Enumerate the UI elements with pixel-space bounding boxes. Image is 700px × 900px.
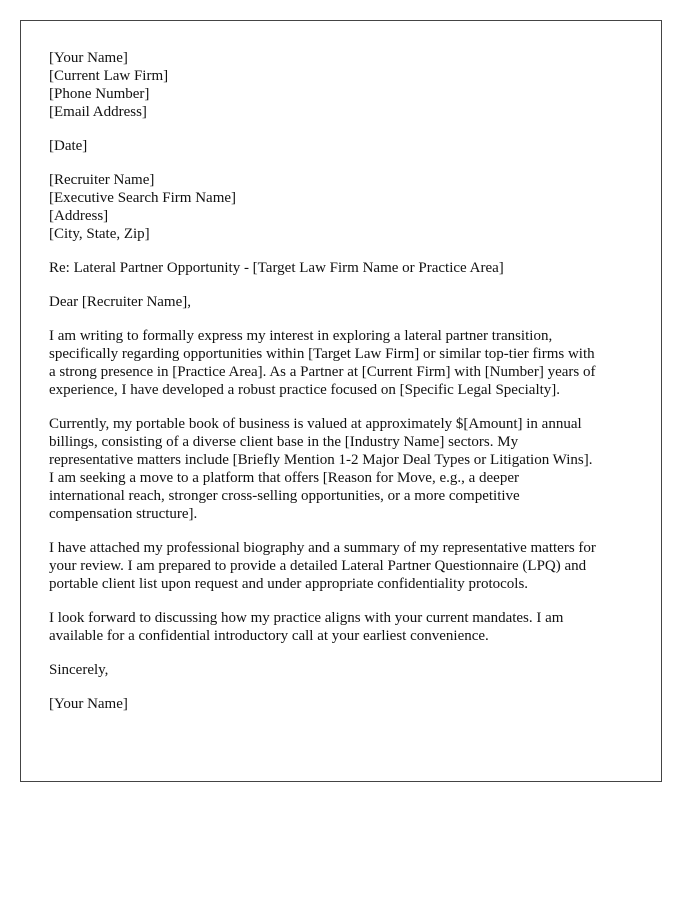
subject-line	[49, 259, 649, 277]
paragraph-line: experience, I have developed a robust practice focused on [Specific Legal Specialty].	[49, 382, 561, 398]
signature	[49, 695, 649, 713]
paragraph-line: billings, consisting of a diverse client base in the [Industry Name] sectors. My	[49, 434, 519, 450]
letter-page	[20, 20, 662, 782]
paragraph-line: your review. I am prepared to provide a detailed Lateral Partner Questionnaire (LPQ) and	[49, 558, 587, 574]
recipient-address: [Address]	[49, 208, 109, 224]
closing-text: Sincerely,	[49, 662, 109, 678]
paragraph-line: portable client list upon request and under appropriate confidentiality protocols.	[49, 576, 529, 592]
paragraph-line: I am seeking a move to a platform that offers [Reason for Move, e.g., a deeper	[49, 470, 519, 486]
salutation	[49, 293, 649, 311]
recipient-name: [Recruiter Name]	[49, 172, 155, 188]
salutation-text: Dear [Recruiter Name],	[49, 294, 192, 310]
date	[49, 137, 649, 155]
paragraph-1	[49, 327, 649, 399]
recipient-firm: [Executive Search Firm Name]	[49, 190, 237, 206]
paragraph-2	[49, 415, 649, 523]
closing	[49, 661, 649, 679]
sender-firm: [Current Law Firm]	[49, 68, 169, 84]
sender-phone: [Phone Number]	[49, 86, 150, 102]
letter-body	[49, 49, 649, 729]
sender-email: [Email Address]	[49, 104, 147, 120]
paragraph-line: I have attached my professional biography and a summary of my representative matters for	[49, 540, 596, 556]
paragraph-line: available for a confidential introductory call at your earliest convenience.	[49, 628, 489, 644]
recipient-block	[49, 171, 649, 243]
paragraph-line: Currently, my portable book of business is valued at approximately $[Amount] in annual	[49, 416, 582, 432]
sender-block	[49, 49, 649, 121]
paragraph-line: international reach, stronger cross-selling opportunities, or a more competitive	[49, 488, 520, 504]
subject-text: Re: Lateral Partner Opportunity - [Target Law Firm Name or Practice Area]	[49, 260, 504, 276]
paragraph-line: I am writing to formally express my interest in exploring a lateral partner transition,	[49, 328, 553, 344]
paragraph-4	[49, 609, 649, 645]
paragraph-line: specifically regarding opportunities within [Target Law Firm] or similar top-tier firms with	[49, 346, 595, 362]
recipient-city: [City, State, Zip]	[49, 226, 150, 242]
date-text: [Date]	[49, 138, 88, 154]
paragraph-line: a strong presence in [Practice Area]. As a Partner at [Current Firm] with [Number] years of	[49, 364, 596, 380]
paragraph-3	[49, 539, 649, 593]
paragraph-line: I look forward to discussing how my practice aligns with your current mandates. I am	[49, 610, 564, 626]
paragraph-line: compensation structure].	[49, 506, 198, 522]
paragraph-line: representative matters include [Briefly Mention 1-2 Major Deal Types or Litigation Wins].	[49, 452, 593, 468]
sender-name: [Your Name]	[49, 50, 128, 66]
signature-text: [Your Name]	[49, 696, 128, 712]
